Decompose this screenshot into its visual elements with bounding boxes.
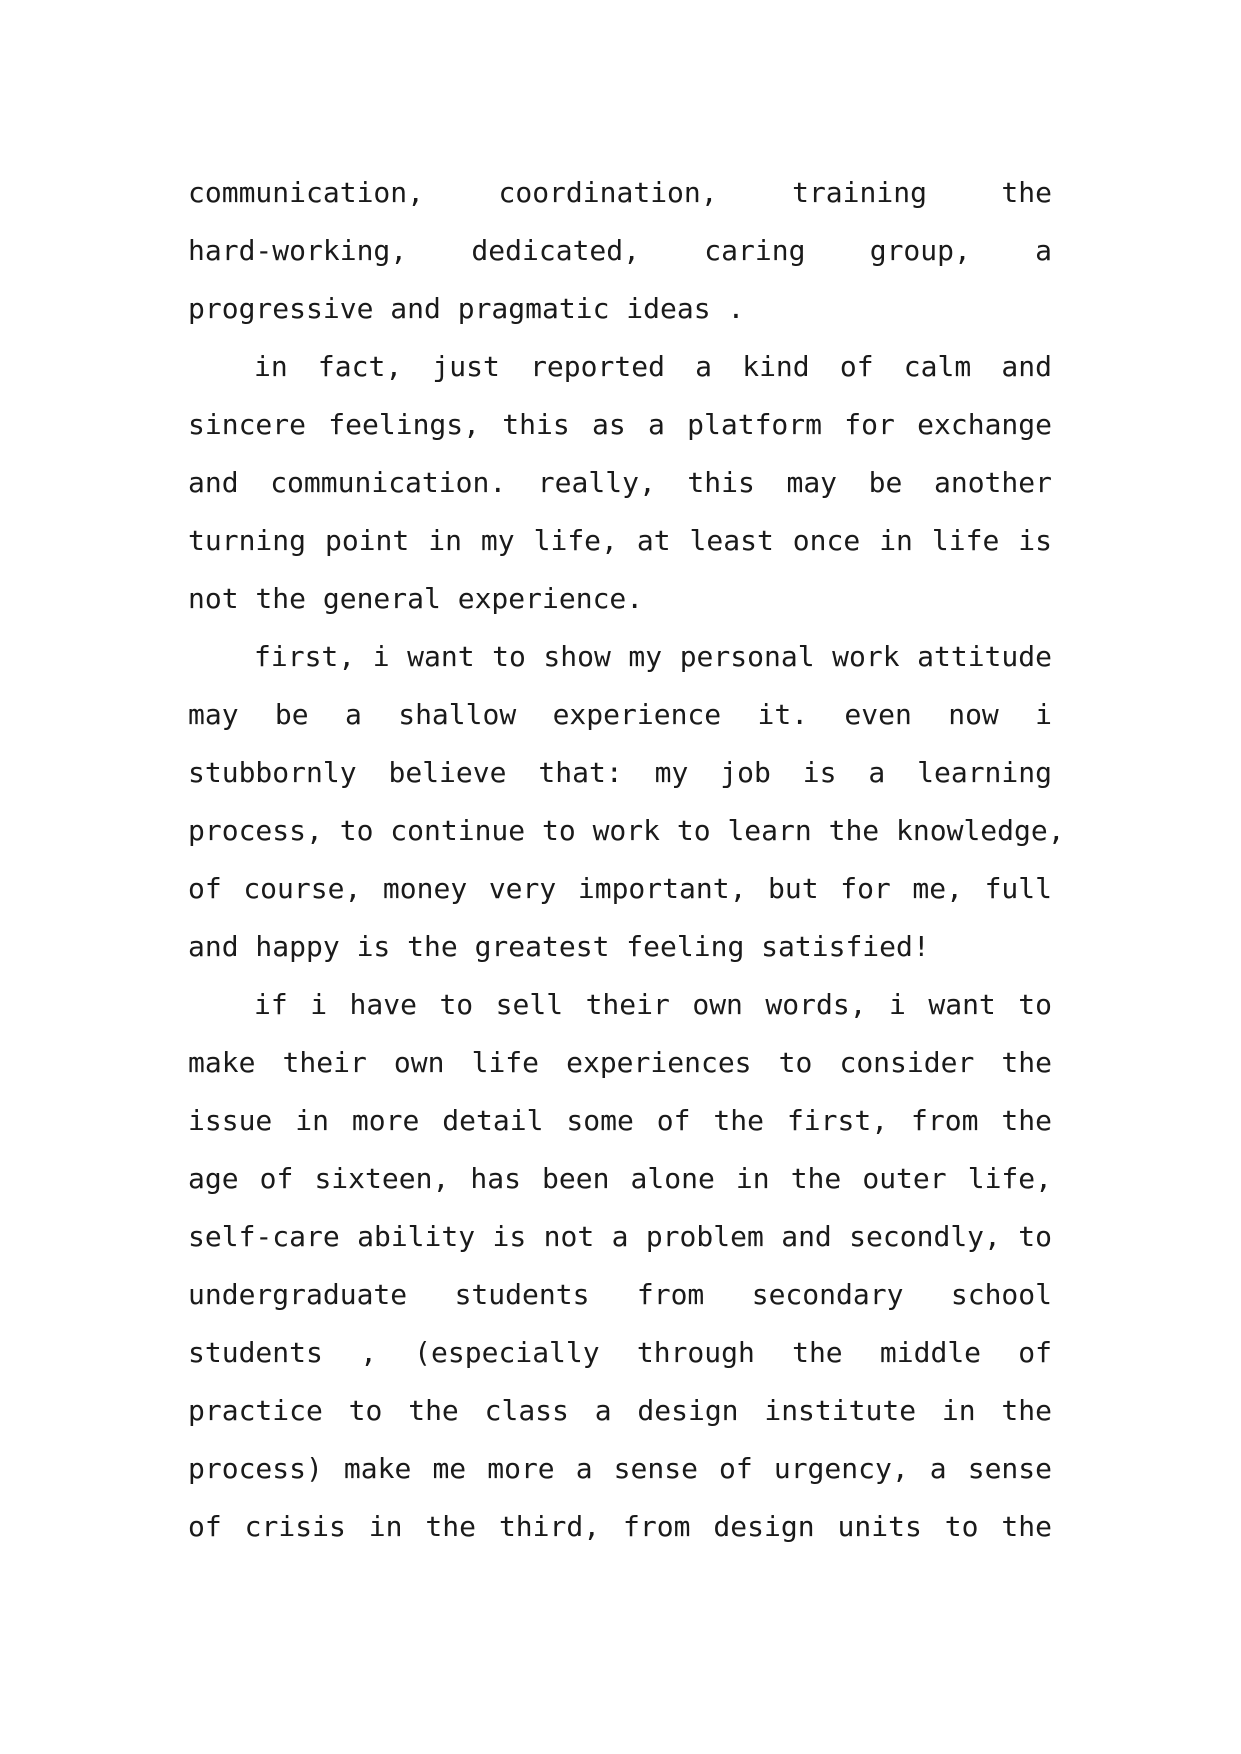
text-line: may be a shallow experience it. even now i	[188, 698, 1052, 731]
text-line: students , (especially through the middle of	[188, 1336, 1052, 1369]
text-line: of course, money very important, but for me, full	[188, 872, 1052, 905]
text-line: undergraduate students from secondary school	[188, 1278, 1052, 1311]
text-line: and happy is the greatest feeling satisfied!	[188, 930, 930, 963]
text-line: process, to continue to work to learn the knowledge,	[188, 814, 1065, 847]
body-text	[188, 164, 1065, 1556]
text-line: sincere feelings, this as a platform for exchange	[188, 408, 1052, 441]
text-line: hard-working, dedicated, caring group, a	[188, 234, 1052, 267]
text-line: make their own life experiences to consider the	[188, 1046, 1052, 1079]
paragraph-first-line: if i have to sell their own words, i want to	[254, 988, 1052, 1021]
text-line: age of sixteen, has been alone in the outer life,	[188, 1162, 1052, 1195]
text-line: of crisis in the third, from design units to the	[188, 1510, 1052, 1543]
text-line: issue in more detail some of the first, from the	[188, 1104, 1052, 1137]
text-line: stubbornly believe that: my job is a learning	[188, 756, 1052, 789]
text-line: self-care ability is not a problem and secondly, to	[188, 1220, 1052, 1253]
paragraph-first-line: first, i want to show my personal work attitude	[254, 640, 1052, 673]
text-line: practice to the class a design institute in the	[188, 1394, 1052, 1427]
text-line: progressive and pragmatic ideas .	[188, 292, 745, 325]
text-line: and communication. really, this may be another	[188, 466, 1052, 499]
text-line: process) make me more a sense of urgency, a sense	[188, 1452, 1052, 1485]
paragraph-first-line: in fact, just reported a kind of calm and	[254, 350, 1052, 383]
text-line: not the general experience.	[188, 582, 644, 615]
text-line: communication, coordination, training the	[188, 176, 1052, 209]
text-line: turning point in my life, at least once in life is	[188, 524, 1052, 557]
